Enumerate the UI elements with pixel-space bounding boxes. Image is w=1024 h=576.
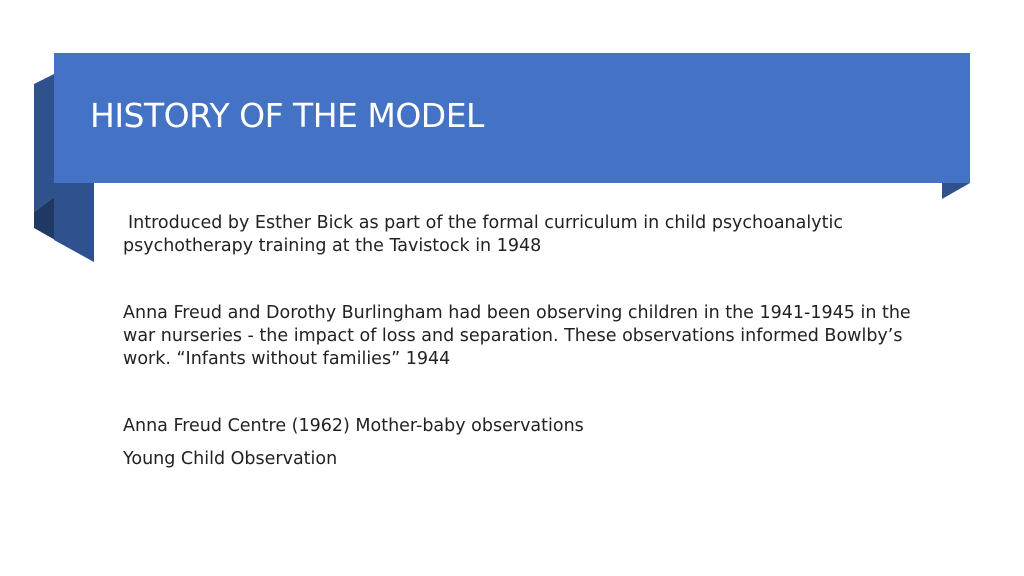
slide-body bbox=[123, 212, 943, 471]
ribbon-left-tail bbox=[34, 74, 54, 212]
slide-title: HISTORY OF THE MODEL bbox=[90, 96, 484, 135]
paragraph-anna-freud-centre: Anna Freud Centre (1962) Mother-baby observations bbox=[123, 416, 584, 436]
paragraph-anna-freud-nurseries: Anna Freud and Dorothy Burlingham had been observing children in the 1941-1945 in the war nurseries - the impact of loss and separation. These observations informed Bowlby’s work. “Infants without families” 1944 bbox=[123, 303, 911, 369]
ribbon-left-inner bbox=[54, 183, 94, 262]
paragraph-young-child-observation: Young Child Observation bbox=[123, 449, 338, 469]
paragraph-esther-bick: Introduced by Esther Bick as part of the formal curriculum in child psychoanalytic psychotherapy training at the Tavistock in 1948 bbox=[123, 213, 843, 256]
ribbon-right-fold bbox=[942, 183, 970, 199]
